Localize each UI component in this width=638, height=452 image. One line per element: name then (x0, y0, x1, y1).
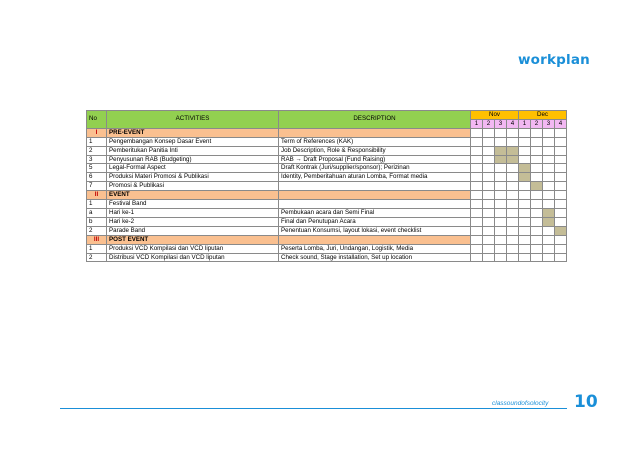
schedule-cell (519, 253, 531, 262)
schedule-cell (495, 235, 507, 244)
schedule-cell (543, 137, 555, 146)
row-activity: Legal-Formal Aspect (107, 164, 279, 173)
row-activity: Parade Band (107, 226, 279, 235)
schedule-cell (471, 208, 483, 217)
workplan-logo: workplan (518, 52, 590, 68)
table-row (87, 164, 567, 173)
schedule-cell (483, 137, 495, 146)
header-week: 2 (483, 119, 495, 128)
schedule-cell (483, 244, 495, 253)
schedule-cell (471, 155, 483, 164)
schedule-cell (531, 244, 543, 253)
schedule-cell (495, 137, 507, 146)
schedule-cell-filled (495, 146, 507, 155)
schedule-cell (531, 173, 543, 182)
schedule-cell (483, 226, 495, 235)
schedule-cell (495, 208, 507, 217)
schedule-cell (519, 146, 531, 155)
header-week: 3 (543, 119, 555, 128)
schedule-cell (555, 253, 567, 262)
header-week: 3 (495, 119, 507, 128)
schedule-cell (495, 217, 507, 226)
row-activity: PRE-EVENT (107, 128, 279, 137)
row-activity: Distribusi VCD Kompilasi dan VCD liputan (107, 253, 279, 262)
schedule-cell (471, 146, 483, 155)
row-description: Identity, Pemberitahuan aturan Lomba, Format media (279, 173, 471, 182)
schedule-cell-filled (543, 208, 555, 217)
page-number: 10 (574, 392, 598, 412)
schedule-cell (519, 137, 531, 146)
schedule-cell-filled (507, 155, 519, 164)
schedule-cell (519, 244, 531, 253)
schedule-cell (555, 164, 567, 173)
schedule-cell (531, 200, 543, 209)
schedule-cell (471, 253, 483, 262)
schedule-cell (471, 137, 483, 146)
schedule-cell (483, 253, 495, 262)
schedule-cell (543, 164, 555, 173)
schedule-cell (555, 200, 567, 209)
schedule-cell (471, 164, 483, 173)
row-no: 6 (87, 173, 107, 182)
header-week: 1 (519, 119, 531, 128)
schedule-cell (543, 146, 555, 155)
row-no: 2 (87, 253, 107, 262)
schedule-cell (519, 235, 531, 244)
schedule-cell (555, 155, 567, 164)
row-description: Peserta Lomba, Juri, Undangan, Logistik, Media (279, 244, 471, 253)
schedule-cell (543, 173, 555, 182)
schedule-cell (531, 155, 543, 164)
schedule-cell (543, 244, 555, 253)
row-description: Term of References (KAK) (279, 137, 471, 146)
row-activity: Pengembangan Konsep Dasar Event (107, 137, 279, 146)
schedule-cell (507, 217, 519, 226)
row-description: Job Description, Role & Responsibility (279, 146, 471, 155)
schedule-cell (471, 217, 483, 226)
row-no: III (87, 235, 107, 244)
schedule-cell (555, 182, 567, 191)
row-description: Pembukaan acara dan Semi Final (279, 208, 471, 217)
schedule-cell (531, 164, 543, 173)
table-row (87, 173, 567, 182)
schedule-cell (543, 182, 555, 191)
row-activity: Produksi VCD Kompilasi dan VCD liputan (107, 244, 279, 253)
schedule-cell (507, 235, 519, 244)
section-row (87, 191, 567, 200)
schedule-cell (483, 235, 495, 244)
schedule-cell (555, 235, 567, 244)
schedule-cell (507, 244, 519, 253)
schedule-cell (543, 235, 555, 244)
schedule-cell (507, 173, 519, 182)
row-activity: Hari ke-1 (107, 208, 279, 217)
row-no: 7 (87, 182, 107, 191)
schedule-cell (531, 191, 543, 200)
footer-rule (60, 408, 567, 409)
row-no: 1 (87, 200, 107, 209)
schedule-cell (495, 128, 507, 137)
table-row (87, 217, 567, 226)
schedule-cell (519, 155, 531, 164)
header-week: 4 (555, 119, 567, 128)
row-no: 5 (87, 164, 107, 173)
row-activity: Festival Band (107, 200, 279, 209)
schedule-cell (483, 128, 495, 137)
schedule-cell (507, 137, 519, 146)
section-row (87, 128, 567, 137)
schedule-cell (555, 173, 567, 182)
schedule-cell (483, 155, 495, 164)
schedule-cell (507, 208, 519, 217)
schedule-cell (507, 164, 519, 173)
schedule-cell (507, 191, 519, 200)
schedule-cell (495, 164, 507, 173)
schedule-cell (519, 208, 531, 217)
table-row (87, 200, 567, 209)
row-no: I (87, 128, 107, 137)
row-activity: Produksi Materi Promosi & Publikasi (107, 173, 279, 182)
schedule-cell (483, 182, 495, 191)
row-no: 2 (87, 226, 107, 235)
section-row (87, 235, 567, 244)
row-no: 1 (87, 137, 107, 146)
header-no: No (87, 111, 107, 129)
schedule-cell-filled (531, 182, 543, 191)
schedule-cell (555, 128, 567, 137)
schedule-cell (495, 191, 507, 200)
schedule-cell (555, 244, 567, 253)
header-description: DESCRIPTION (279, 111, 471, 129)
row-no: II (87, 191, 107, 200)
row-no: a (87, 208, 107, 217)
schedule-cell (507, 253, 519, 262)
schedule-cell (495, 226, 507, 235)
schedule-cell (507, 226, 519, 235)
schedule-cell (483, 217, 495, 226)
header-month-dec: Dec (519, 111, 567, 120)
row-description (279, 128, 471, 137)
row-description: Draft Kontrak (Juri/supplier/sponsor); Perizinan (279, 164, 471, 173)
schedule-cell (543, 128, 555, 137)
schedule-cell (495, 200, 507, 209)
schedule-cell (555, 217, 567, 226)
schedule-cell (531, 253, 543, 262)
row-activity: EVENT (107, 191, 279, 200)
schedule-cell (483, 191, 495, 200)
schedule-cell (471, 226, 483, 235)
schedule-cell (495, 244, 507, 253)
schedule-cell (519, 217, 531, 226)
schedule-cell-filled (543, 217, 555, 226)
table-row (87, 244, 567, 253)
schedule-cell (507, 200, 519, 209)
schedule-cell-filled (495, 155, 507, 164)
schedule-cell (531, 146, 543, 155)
table-row (87, 182, 567, 191)
row-description: Check sound, Stage installation, Set up location (279, 253, 471, 262)
row-description: Penentuan Konsumsi, layout lokasi, event checklist (279, 226, 471, 235)
footer-text: classoundofsolocity (492, 400, 549, 407)
row-no: 3 (87, 155, 107, 164)
schedule-cell (531, 137, 543, 146)
schedule-cell (495, 182, 507, 191)
schedule-cell (543, 253, 555, 262)
header-week: 1 (471, 119, 483, 128)
row-description: RAB → Draft Proposal (Fund Raising) (279, 155, 471, 164)
schedule-cell (483, 146, 495, 155)
schedule-cell (495, 173, 507, 182)
row-activity: Promosi & Publikasi (107, 182, 279, 191)
schedule-cell (495, 253, 507, 262)
schedule-cell (471, 200, 483, 209)
schedule-cell (555, 146, 567, 155)
row-activity: Hari ke-2 (107, 217, 279, 226)
schedule-cell (483, 200, 495, 209)
row-activity: Penyusunan RAB (Budgeting) (107, 155, 279, 164)
schedule-cell-filled (519, 164, 531, 173)
schedule-cell (531, 128, 543, 137)
schedule-cell (471, 182, 483, 191)
schedule-cell (531, 235, 543, 244)
schedule-cell (471, 191, 483, 200)
row-no: 1 (87, 244, 107, 253)
row-no: 2 (87, 146, 107, 155)
header-activities: ACTIVITIES (107, 111, 279, 129)
schedule-cell (543, 200, 555, 209)
table-row (87, 208, 567, 217)
schedule-cell (519, 226, 531, 235)
schedule-cell (507, 128, 519, 137)
schedule-cell (543, 155, 555, 164)
schedule-cell (483, 208, 495, 217)
schedule-cell-filled (507, 146, 519, 155)
schedule-cell (483, 164, 495, 173)
row-activity: Pemberitukan Panitia Inti (107, 146, 279, 155)
schedule-cell (555, 191, 567, 200)
schedule-cell (555, 137, 567, 146)
header-month-nov: Nov (471, 111, 519, 120)
schedule-cell (531, 217, 543, 226)
table-row (87, 253, 567, 262)
schedule-cell-filled (519, 173, 531, 182)
schedule-cell (471, 128, 483, 137)
schedule-cell (471, 173, 483, 182)
schedule-cell (507, 182, 519, 191)
row-description: Final dan Penutupan Acara (279, 217, 471, 226)
row-no: b (87, 217, 107, 226)
table-row (87, 137, 567, 146)
schedule-cell-filled (555, 226, 567, 235)
header-week: 4 (507, 119, 519, 128)
schedule-cell (555, 208, 567, 217)
schedule-cell (531, 208, 543, 217)
row-description (279, 235, 471, 244)
table-row (87, 146, 567, 155)
row-description (279, 200, 471, 209)
workplan-table (86, 110, 567, 262)
schedule-cell (519, 200, 531, 209)
schedule-cell (543, 191, 555, 200)
table-body (87, 128, 567, 262)
table-header (87, 111, 567, 129)
schedule-cell (543, 226, 555, 235)
table-row (87, 155, 567, 164)
schedule-cell (519, 191, 531, 200)
schedule-cell (519, 128, 531, 137)
row-description (279, 182, 471, 191)
row-activity: POST EVENT (107, 235, 279, 244)
table-row (87, 226, 567, 235)
row-description (279, 191, 471, 200)
schedule-cell (471, 244, 483, 253)
schedule-cell (531, 226, 543, 235)
schedule-cell (471, 235, 483, 244)
schedule-cell (519, 182, 531, 191)
schedule-cell (483, 173, 495, 182)
header-week: 2 (531, 119, 543, 128)
